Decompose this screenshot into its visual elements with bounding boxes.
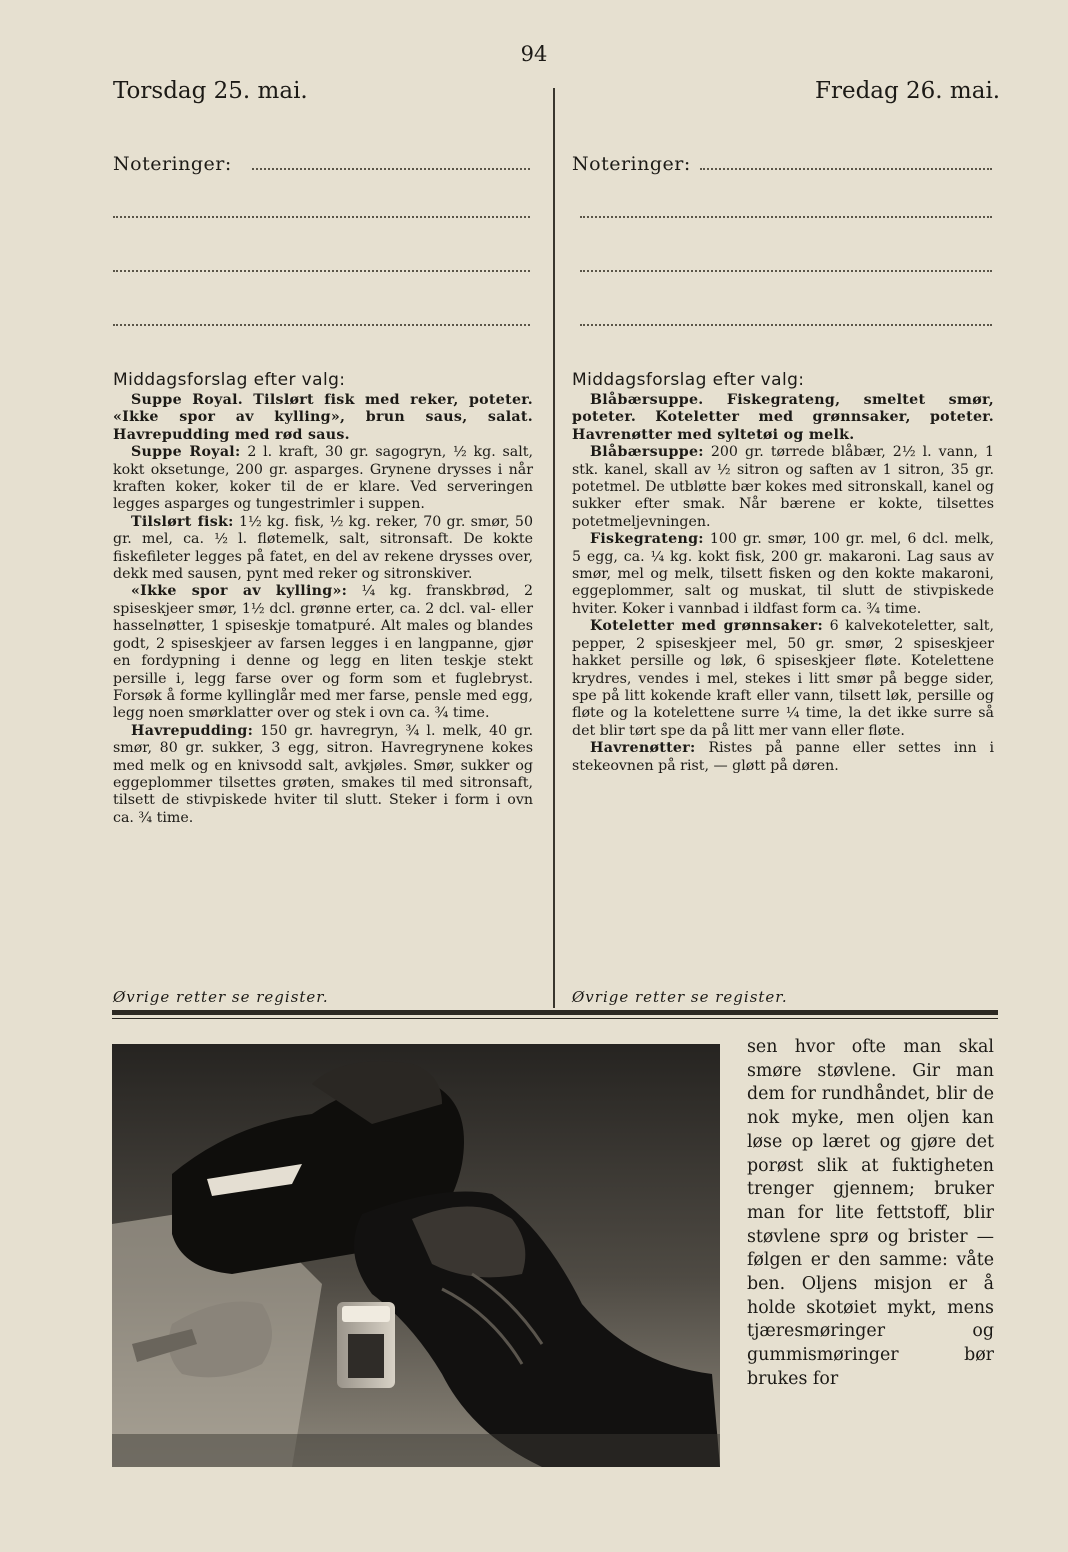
left-notes-line-4	[113, 324, 530, 326]
left-notes-line-2	[113, 216, 530, 218]
left-section-heading: Middagsforslag efter valg:	[113, 370, 346, 390]
boot-and-oil-can-photo	[112, 1044, 720, 1467]
left-recipe: Suppe Royal: 2 l. kraft, 30 gr. sagogryn, ½ kg. salt, kokt oksetunge, 200 gr. asparges. Grynene drysses i når kraften koker, koker til de er klare. Ved serveringen legges asparges og tungestrimler i suppen.	[113, 444, 533, 513]
bottom-body-text: sen hvor ofte man skal smøre støvlene. Gir man dem for rundhåndet, blir de nok myke, men oljen kan løse op læret og gjøre det porøst slik at fuktigheten trenger gjennem; bruker man for lite fettstoff, blir støvlene sprø og brister — følgen er den samme: våte ben. Oljens misjon er å holde skotøiet mykt, mens tjæresmøringer og gummismøringer bør brukes for	[747, 1037, 994, 1389]
right-notes-line-3	[580, 270, 992, 272]
boot-photo-illustration	[112, 1044, 720, 1467]
right-notes-label: Noteringer:	[572, 153, 691, 175]
right-other-recipes: Øvrige retter se register.	[572, 988, 788, 1006]
right-recipe: Koteletter med grønnsaker: 6 kalvekoteletter, salt, pepper, 2 spiseskjeer mel, 50 gr. smør, 2 spiseskjeer hakket persille og løk, 6 spiseskjeer fløte. Kotelettene krydres, vendes i mel, stekes i litt smør på begge sider, spe på litt kokende kraft eller vann, tilsett løk, persille og fløte og la kotelettene surre ¼ time, la det ikke surre så det blir tørt spe da på litt mer vann eller fløte.	[572, 618, 995, 739]
left-notes-line-3	[113, 270, 530, 272]
right-day-heading: Fredag 26. mai.	[815, 78, 1001, 104]
right-menu: Blåbærsuppe. Fiskegrateng, smeltet smør, poteter. Koteletter med grønnsaker, poteter. Havrenøtter med syltetøi og melk.	[572, 392, 994, 443]
right-notes-line-2	[580, 216, 992, 218]
right-notes-line-4	[580, 324, 992, 326]
right-recipes	[572, 392, 994, 775]
left-notes-label: Noteringer:	[113, 153, 232, 175]
right-recipe: Blåbærsuppe: 200 gr. tørrede blåbær, 2½ l. vann, 1 stk. kanel, skall av ½ sitron og saften av 1 sitron, 35 gr. potetmel. De utbløtte bær kokes med sitronskall, kanel og sukker efter smak. Når bærene er kokte, tilsettes potetmeljevningen.	[572, 444, 995, 530]
left-recipe: «Ikke spor av kylling»: ¼ kg. franskbrød, 2 spiseskjeer smør, 1½ dcl. grønne erter, ca. 2 dcl. val- eller hasselnøtter, 1 spiseskje tomatpuré. Alt males og blandes godt, 2 spiseskjeer av farsen legges i en langpanne, gjør en fordypning i denne og legg en liten teskje stekt persille i, legg farse over og form som et fuglebryst. Forsøk å forme kyllinglår med mer farse, pensle med egg, legg noen smørklatter over og stek i ovn ca. ¾ time.	[113, 583, 533, 722]
horizontal-rule-thin	[112, 1018, 998, 1019]
left-recipes	[113, 392, 533, 827]
left-notes-line-1	[252, 168, 530, 170]
left-other-recipes: Øvrige retter se register.	[113, 988, 329, 1006]
right-recipe: Fiskegrateng: 100 gr. smør, 100 gr. mel, 6 dcl. melk, 5 egg, ca. ¼ kg. kokt fisk, 200 gr. makaroni. Lag saus av smør, mel og melk, tilsett fisken og den kokte makaroni, eggeplommer, salt og muskat, til slutt de stivpiskede hviter. Koker i vannbad i ildfast form ca. ¾ time.	[572, 531, 994, 617]
left-recipe: Tilslørt fisk: 1½ kg. fisk, ½ kg. reker, 70 gr. smør, 50 gr. mel, ca. ½ l. fløtemelk, salt, sitronsaft. De kokte fiskefileter legges på fatet, en del av rekene drysses over, dekk med sausen, pynt med reker og sitronskiver.	[113, 513, 533, 583]
left-recipe: Havrepudding: 150 gr. havregryn, ¾ l. melk, 40 gr. smør, 80 gr. sukker, 3 egg, sitron. Havregrynene kokes med melk og en knivsodd salt, avkjøles. Smør, sukker og eggeplommer tilsettes grøten, smakes til med sitronsaft, tilsett de stivpiskede hviter til slutt. Steker i form i ovn ca. ¾ time.	[113, 722, 534, 826]
column-divider	[553, 88, 555, 1008]
right-notes-line-1	[700, 168, 992, 170]
right-recipe: Havrenøtter: Ristes på panne eller settes inn i stekeovnen på rist, — gløtt på døren.	[572, 740, 995, 774]
left-day-heading: Torsdag 25. mai.	[113, 78, 308, 104]
page-number: 94	[520, 42, 548, 66]
right-section-heading: Middagsforslag efter valg:	[572, 370, 805, 390]
left-menu: Suppe Royal. Tilslørt fisk med reker, poteter. «Ikke spor av kylling», brun saus, salat. Havrepudding med rød saus.	[113, 392, 533, 443]
horizontal-rule	[112, 1010, 998, 1015]
